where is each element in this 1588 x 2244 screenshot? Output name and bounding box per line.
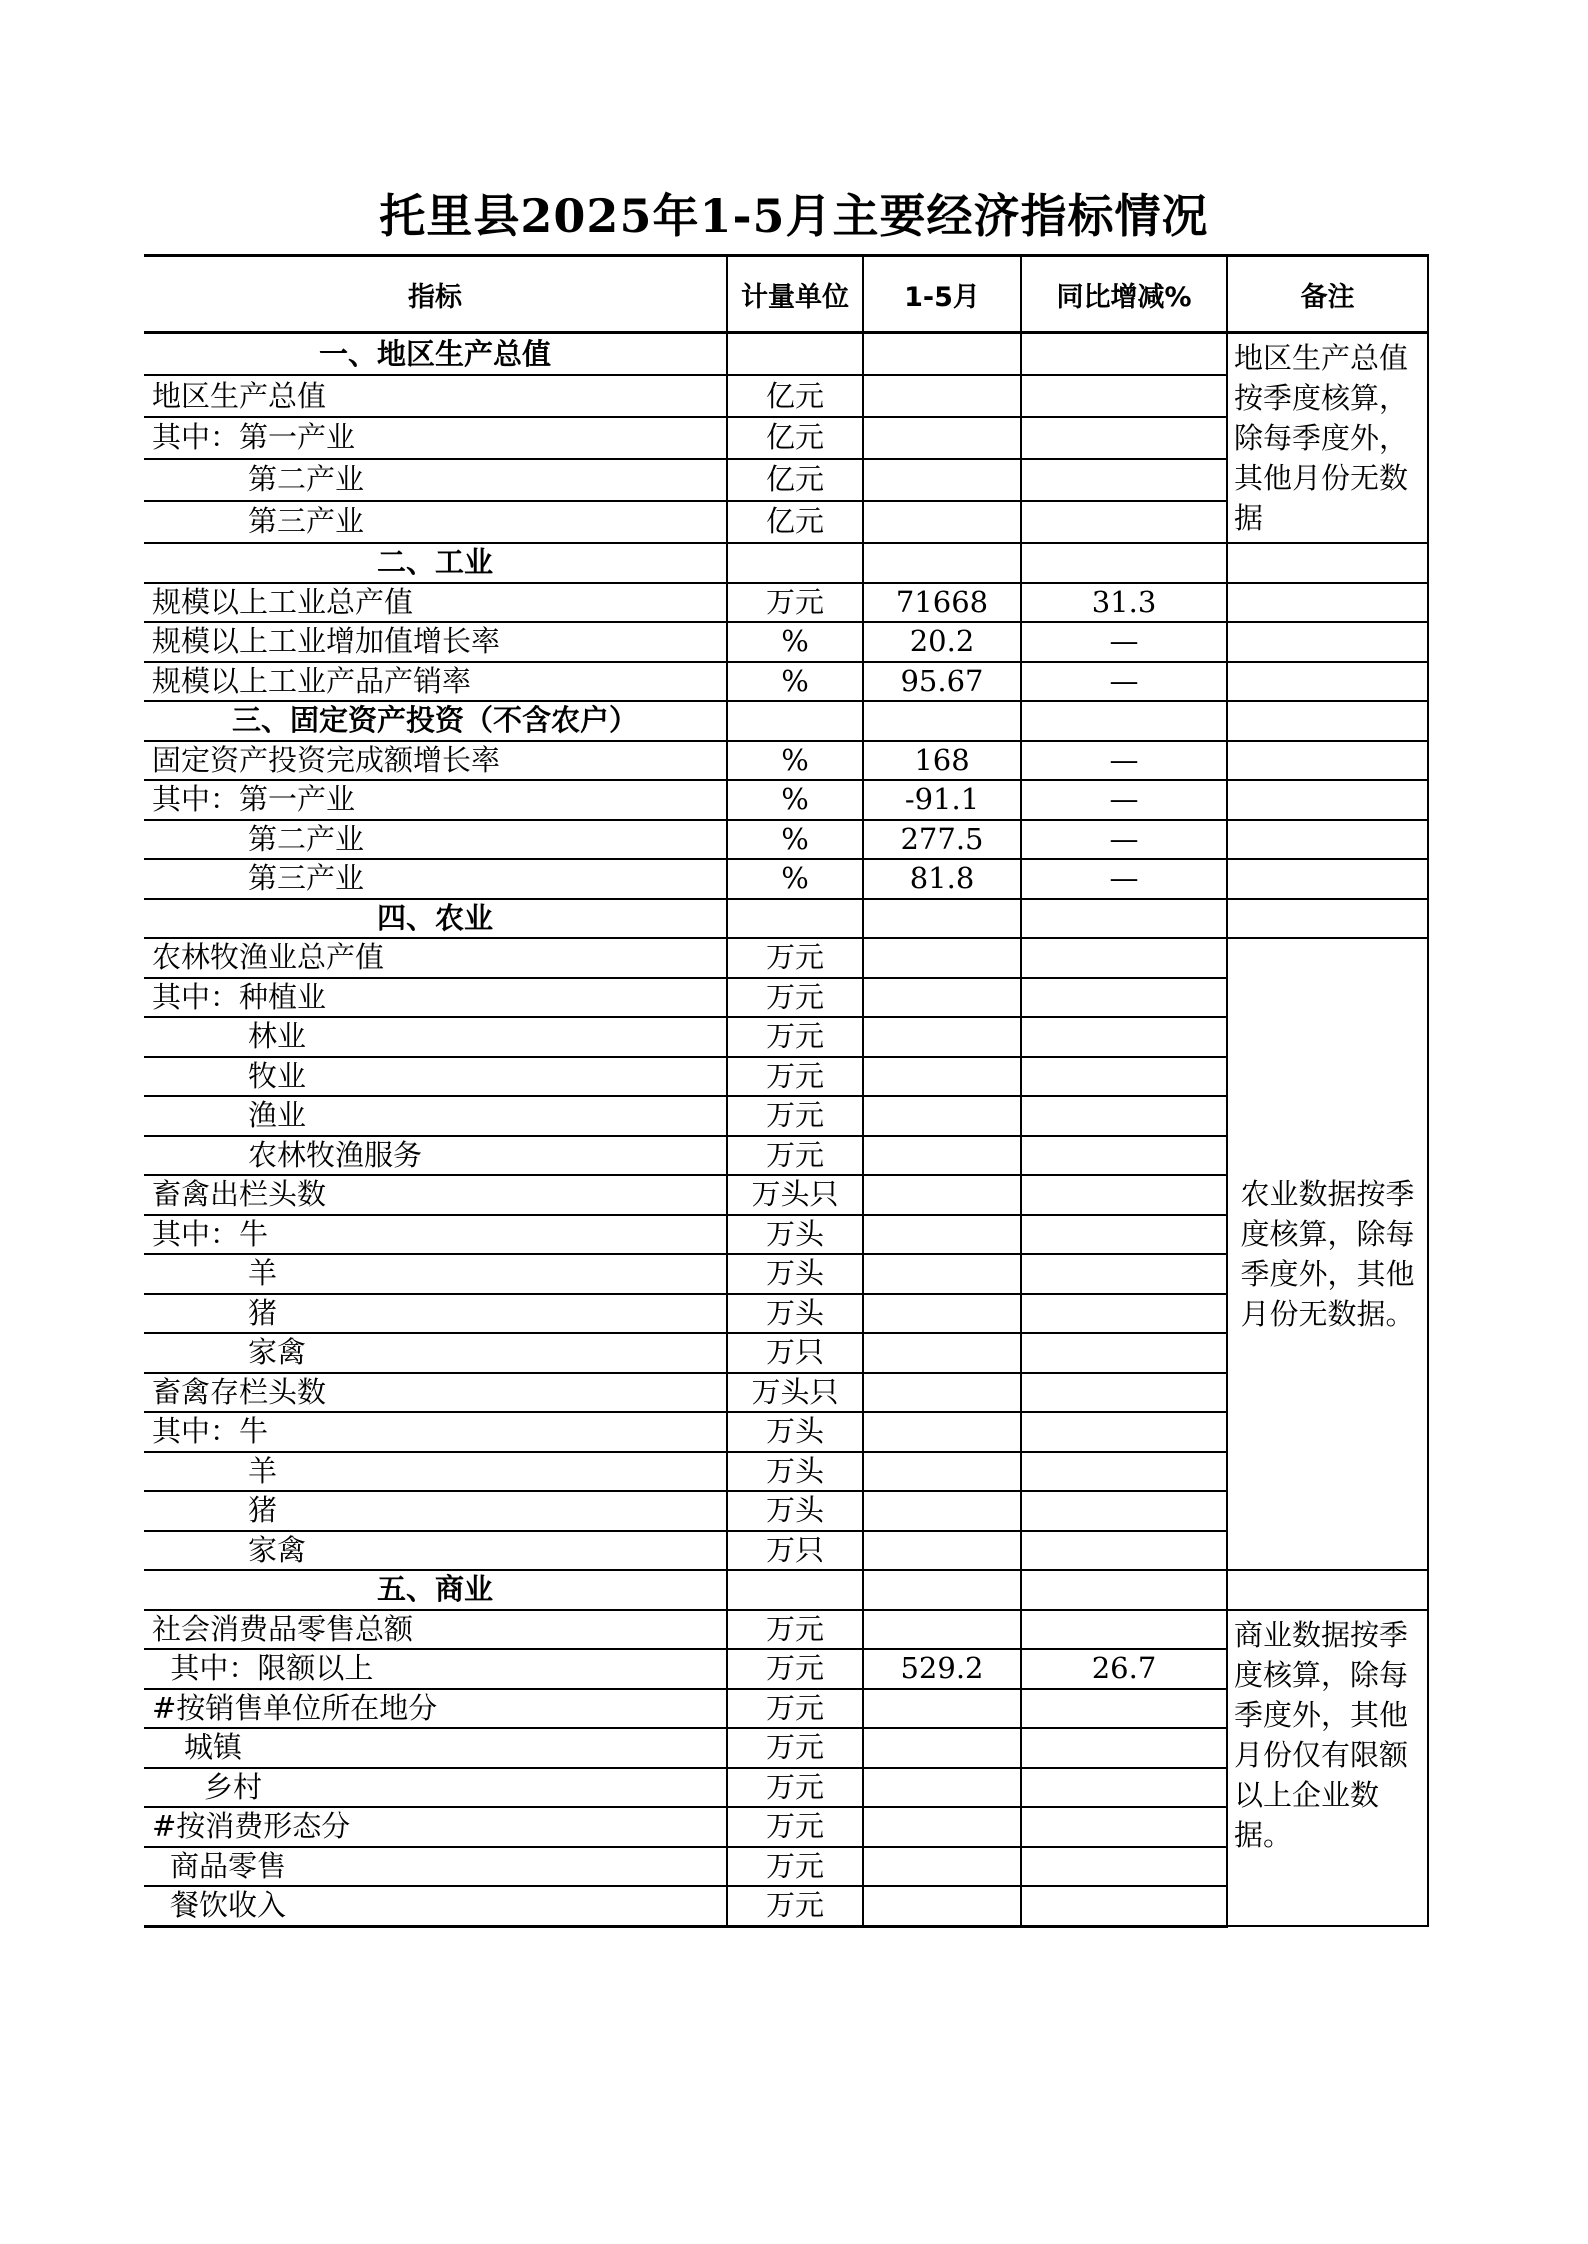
yoy-cell: [1021, 375, 1227, 417]
value-cell: [863, 1886, 1021, 1926]
value-cell: [863, 1768, 1021, 1808]
table-row: [144, 820, 1428, 860]
indicator-cell: 第三产业: [144, 501, 727, 543]
value-cell: [863, 1807, 1021, 1847]
unit-cell: 万头: [727, 1412, 863, 1452]
unit-cell: [727, 543, 863, 583]
note-cell-empty: [1227, 583, 1428, 623]
unit-cell: 万头: [727, 1294, 863, 1334]
value-cell: [863, 978, 1021, 1018]
yoy-cell: [1021, 1491, 1227, 1531]
unit-cell: 万元: [727, 1886, 863, 1926]
unit-cell: 万头: [727, 1215, 863, 1255]
unit-cell: %: [727, 622, 863, 662]
yoy-cell: [1021, 1017, 1227, 1057]
value-cell: [863, 1175, 1021, 1215]
unit-cell: %: [727, 741, 863, 781]
indicator-cell: #按销售单位所在地分: [144, 1689, 727, 1729]
unit-cell: 万元: [727, 978, 863, 1018]
unit-cell: 万元: [727, 1057, 863, 1097]
indicator-cell: 三、固定资产投资（不含农户）: [144, 701, 727, 741]
yoy-cell: 26.7: [1021, 1649, 1227, 1689]
value-cell: [863, 1373, 1021, 1413]
section-row: [144, 1570, 1428, 1610]
value-cell: 529.2: [863, 1649, 1021, 1689]
header-note: 备注: [1227, 256, 1428, 333]
yoy-cell: [1021, 417, 1227, 459]
yoy-cell: [1021, 1294, 1227, 1334]
indicator-cell: 家禽: [144, 1531, 727, 1571]
value-cell: [863, 1215, 1021, 1255]
unit-cell: [727, 1570, 863, 1610]
value-cell: [863, 1452, 1021, 1492]
indicator-cell: 餐饮收入: [144, 1886, 727, 1926]
yoy-cell: [1021, 1412, 1227, 1452]
note-cell-empty: [1227, 1570, 1428, 1610]
yoy-cell: [1021, 543, 1227, 583]
indicator-cell: 猪: [144, 1491, 727, 1531]
unit-cell: 万头只: [727, 1175, 863, 1215]
yoy-cell: [1021, 501, 1227, 543]
unit-cell: [727, 701, 863, 741]
note-cell-empty: [1227, 780, 1428, 820]
yoy-cell: [1021, 1057, 1227, 1097]
note-cell-empty: [1227, 622, 1428, 662]
indicator-cell: 五、商业: [144, 1570, 727, 1610]
value-cell: [863, 1333, 1021, 1373]
unit-cell: 万元: [727, 1728, 863, 1768]
indicator-cell: 家禽: [144, 1333, 727, 1373]
yoy-cell: [1021, 938, 1227, 978]
indicator-cell: 社会消费品零售总额: [144, 1610, 727, 1650]
note-gdp: 地区生产总值按季度核算，除每季度外，其他月份无数据: [1227, 333, 1428, 544]
yoy-cell: [1021, 899, 1227, 939]
unit-cell: 万只: [727, 1333, 863, 1373]
indicator-cell: 第二产业: [144, 459, 727, 501]
table-row: [144, 583, 1428, 623]
value-cell: [863, 1017, 1021, 1057]
indicator-cell: 羊: [144, 1452, 727, 1492]
note-cell-empty: [1227, 741, 1428, 781]
note-cell-empty: [1227, 899, 1428, 939]
value-cell: [863, 1136, 1021, 1176]
unit-cell: 万元: [727, 583, 863, 623]
value-cell: [863, 1570, 1021, 1610]
indicator-cell: 畜禽出栏头数: [144, 1175, 727, 1215]
indicator-cell: 乡村: [144, 1768, 727, 1808]
note-cell-empty: [1227, 662, 1428, 702]
value-cell: [863, 333, 1021, 376]
value-cell: 168: [863, 741, 1021, 781]
unit-cell: 万元: [727, 1649, 863, 1689]
unit-cell: 万元: [727, 1768, 863, 1808]
unit-cell: [727, 899, 863, 939]
indicator-cell: 规模以上工业产品产销率: [144, 662, 727, 702]
value-cell: [863, 1254, 1021, 1294]
indicator-cell: 规模以上工业增加值增长率: [144, 622, 727, 662]
yoy-cell: [1021, 701, 1227, 741]
unit-cell: 万元: [727, 1136, 863, 1176]
unit-cell: 万头: [727, 1254, 863, 1294]
note-cell-empty: [1227, 859, 1428, 899]
table-row: [144, 859, 1428, 899]
yoy-cell: [1021, 333, 1227, 376]
yoy-cell: [1021, 1452, 1227, 1492]
unit-cell: %: [727, 662, 863, 702]
value-cell: [863, 1847, 1021, 1887]
unit-cell: 万元: [727, 1017, 863, 1057]
value-cell: 277.5: [863, 820, 1021, 860]
indicator-cell: 牧业: [144, 1057, 727, 1097]
indicator-cell: 其中：限额以上: [144, 1649, 727, 1689]
table-row: [144, 662, 1428, 702]
indicator-cell: 商品零售: [144, 1847, 727, 1887]
section-row: [144, 701, 1428, 741]
indicator-cell: #按消费形态分: [144, 1807, 727, 1847]
section-row: [144, 543, 1428, 583]
value-cell: [863, 899, 1021, 939]
unit-cell: 亿元: [727, 501, 863, 543]
value-cell: -91.1: [863, 780, 1021, 820]
yoy-cell: [1021, 1254, 1227, 1294]
unit-cell: %: [727, 859, 863, 899]
document-title: 托里县2025年1-5月主要经济指标情况: [379, 189, 1209, 243]
indicator-cell: 农林牧渔业总产值: [144, 938, 727, 978]
value-cell: 95.67: [863, 662, 1021, 702]
indicator-cell: 其中：种植业: [144, 978, 727, 1018]
indicator-cell: 四、农业: [144, 899, 727, 939]
value-cell: [863, 1491, 1021, 1531]
value-cell: [863, 1294, 1021, 1334]
value-cell: [863, 1728, 1021, 1768]
value-cell: [863, 1096, 1021, 1136]
note-agriculture: 农业数据按季度核算，除每季度外，其他月份无数据。: [1227, 938, 1428, 1570]
section-row: [144, 899, 1428, 939]
section-row: [144, 333, 1428, 376]
yoy-cell: [1021, 1728, 1227, 1768]
unit-cell: 万头: [727, 1452, 863, 1492]
yoy-cell: [1021, 1847, 1227, 1887]
indicator-cell: 一、地区生产总值: [144, 333, 727, 376]
unit-cell: [727, 333, 863, 376]
yoy-cell: —: [1021, 859, 1227, 899]
yoy-cell: [1021, 1768, 1227, 1808]
unit-cell: %: [727, 780, 863, 820]
indicator-cell: 城镇: [144, 1728, 727, 1768]
indicator-cell: 规模以上工业总产值: [144, 583, 727, 623]
yoy-cell: [1021, 1373, 1227, 1413]
indicator-cell: 渔业: [144, 1096, 727, 1136]
yoy-cell: —: [1021, 741, 1227, 781]
yoy-cell: [1021, 1886, 1227, 1926]
unit-cell: 万只: [727, 1531, 863, 1571]
yoy-cell: —: [1021, 780, 1227, 820]
yoy-cell: [1021, 1175, 1227, 1215]
value-cell: [863, 701, 1021, 741]
yoy-cell: [1021, 978, 1227, 1018]
header-unit: 计量单位: [727, 256, 863, 333]
unit-cell: 万元: [727, 1689, 863, 1729]
indicator-cell: 畜禽存栏头数: [144, 1373, 727, 1413]
table-row: [144, 622, 1428, 662]
indicator-cell: 固定资产投资完成额增长率: [144, 741, 727, 781]
unit-cell: 万头只: [727, 1373, 863, 1413]
value-cell: [863, 459, 1021, 501]
value-cell: [863, 1057, 1021, 1097]
yoy-cell: [1021, 1610, 1227, 1650]
yoy-cell: [1021, 1570, 1227, 1610]
yoy-cell: [1021, 1531, 1227, 1571]
note-cell-empty: [1227, 701, 1428, 741]
indicator-cell: 林业: [144, 1017, 727, 1057]
table-row: [144, 1610, 1428, 1650]
value-cell: [863, 1531, 1021, 1571]
yoy-cell: [1021, 1215, 1227, 1255]
value-cell: [863, 543, 1021, 583]
indicator-cell: 其中：第一产业: [144, 780, 727, 820]
table-header-row: [144, 256, 1428, 333]
yoy-cell: [1021, 1096, 1227, 1136]
yoy-cell: —: [1021, 662, 1227, 702]
value-cell: 20.2: [863, 622, 1021, 662]
unit-cell: 万元: [727, 1807, 863, 1847]
note-commerce: 商业数据按季度核算，除每季度外，其他月份仅有限额以上企业数据。: [1227, 1610, 1428, 1927]
indicator-cell: 其中：牛: [144, 1412, 727, 1452]
unit-cell: 亿元: [727, 417, 863, 459]
value-cell: [863, 1412, 1021, 1452]
unit-cell: 亿元: [727, 459, 863, 501]
table-row: [144, 938, 1428, 978]
unit-cell: 亿元: [727, 375, 863, 417]
indicator-cell: 第二产业: [144, 820, 727, 860]
yoy-cell: [1021, 1333, 1227, 1373]
unit-cell: 万元: [727, 1610, 863, 1650]
value-cell: [863, 1610, 1021, 1650]
value-cell: [863, 938, 1021, 978]
value-cell: [863, 501, 1021, 543]
yoy-cell: —: [1021, 622, 1227, 662]
indicator-cell: 农林牧渔服务: [144, 1136, 727, 1176]
note-cell-empty: [1227, 543, 1428, 583]
yoy-cell: [1021, 1807, 1227, 1847]
value-cell: [863, 1689, 1021, 1729]
table-body: [144, 333, 1428, 1927]
header-yoy: 同比增减%: [1021, 256, 1227, 333]
indicator-cell: 猪: [144, 1294, 727, 1334]
yoy-cell: 31.3: [1021, 583, 1227, 623]
table-row: [144, 741, 1428, 781]
indicator-cell: 第三产业: [144, 859, 727, 899]
unit-cell: 万元: [727, 1096, 863, 1136]
header-indicator: 指标: [144, 256, 727, 333]
indicator-cell: 地区生产总值: [144, 375, 727, 417]
note-cell-empty: [1227, 820, 1428, 860]
indicator-cell: 羊: [144, 1254, 727, 1294]
value-cell: [863, 417, 1021, 459]
header-period: 1-5月: [863, 256, 1021, 333]
indicator-table: [144, 254, 1429, 1928]
yoy-cell: [1021, 1136, 1227, 1176]
value-cell: 81.8: [863, 859, 1021, 899]
yoy-cell: [1021, 1689, 1227, 1729]
unit-cell: %: [727, 820, 863, 860]
yoy-cell: —: [1021, 820, 1227, 860]
indicator-cell: 二、工业: [144, 543, 727, 583]
value-cell: 71668: [863, 583, 1021, 623]
unit-cell: 万元: [727, 1847, 863, 1887]
table-row: [144, 780, 1428, 820]
indicator-cell: 其中：牛: [144, 1215, 727, 1255]
unit-cell: 万头: [727, 1491, 863, 1531]
value-cell: [863, 375, 1021, 417]
indicator-cell: 其中：第一产业: [144, 417, 727, 459]
yoy-cell: [1021, 459, 1227, 501]
unit-cell: 万元: [727, 938, 863, 978]
